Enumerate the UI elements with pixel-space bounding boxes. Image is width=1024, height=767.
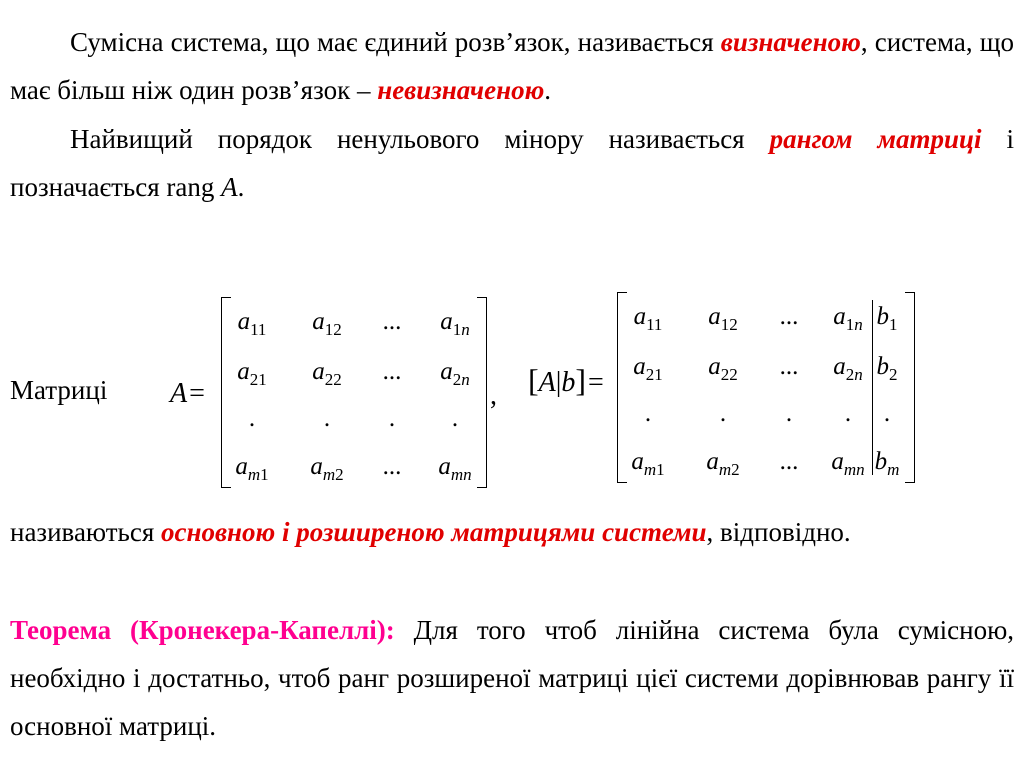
matrix-cell: $a_{m2}$ bbox=[310, 453, 344, 484]
matrix-cell: ... bbox=[779, 303, 799, 330]
matrix-cell: . bbox=[719, 400, 727, 427]
matrix-cell: $a_{21}$ bbox=[633, 353, 663, 384]
matrix-cell: . bbox=[785, 400, 793, 427]
matrix-cell: ... bbox=[779, 448, 799, 475]
matrix-cell: $a_{mn}$ bbox=[438, 453, 472, 484]
matrix-cell: $a_{m2}$ bbox=[706, 448, 740, 479]
theorem-text: Для того чтоб лінійна система була сумісною, необхідно і достатньо, чтоб ранг розширеної матриці цієї системи дорівнював рангу її основної матриці. bbox=[10, 615, 1014, 741]
matrix-cell: . bbox=[451, 405, 459, 432]
matrix-cell: $a_{22}$ bbox=[708, 353, 738, 384]
matrix-cell: . bbox=[388, 405, 396, 432]
matrix-cell: $a_{21}$ bbox=[237, 358, 267, 389]
paragraph-matrix-names: називаються основною і розширеною матрицями системи, відповідно. bbox=[10, 517, 851, 547]
matrix-cell: $a_{11}$ bbox=[633, 303, 663, 334]
matrix-cell: ... bbox=[382, 358, 402, 385]
matrix-cell: $a_{11}$ bbox=[237, 308, 267, 339]
matrix-cell: $a_{m1}$ bbox=[235, 453, 269, 484]
matrix-cell: $a_{12}$ bbox=[708, 303, 738, 334]
matrix-cell: $b_m$ bbox=[874, 448, 900, 479]
matrix-cell: $a_{1n}$ bbox=[833, 303, 863, 334]
matrix-cell: $a_{12}$ bbox=[312, 308, 342, 339]
matrix-cell: . bbox=[644, 400, 652, 427]
matrix-cell: $b_2$ bbox=[876, 353, 898, 384]
matrix-cell: $a_{m1}$ bbox=[631, 448, 665, 479]
matrix-cell: . bbox=[323, 405, 331, 432]
matrix-cell: . bbox=[883, 400, 891, 427]
matrix-cell: . bbox=[248, 405, 256, 432]
matrix-cell: ... bbox=[779, 353, 799, 380]
matrices-label: Матриці bbox=[10, 375, 108, 405]
theorem-title: Теорема (Кронекера-Капеллі): bbox=[10, 615, 395, 645]
paragraph-definition-rank: Найвищий порядок ненульового мінору називається рангом матриці і позначається rang A. bbox=[10, 124, 1014, 202]
matrix-separator-comma: , bbox=[490, 380, 497, 411]
matrix-cell: $a_{mn}$ bbox=[831, 448, 865, 479]
matrix-cell: $a_{2n}$ bbox=[440, 358, 470, 389]
matrix-cell: $a_{2n}$ bbox=[833, 353, 863, 384]
term-undetermined: невизначеною bbox=[377, 75, 545, 105]
matrix-cell: . bbox=[844, 400, 852, 427]
term-rank: рангом матриці bbox=[769, 124, 982, 154]
paragraph-definition-determined: Сумісна система, що має єдиний розв’язок, називається визначеною, система, що має більш ніж один розв’язок – невизначеною. bbox=[10, 27, 1014, 105]
matrix-cell: $a_{22}$ bbox=[312, 358, 342, 389]
matrix-augmented-label: [A|b]= bbox=[528, 362, 604, 398]
matrix-cell: ... bbox=[382, 453, 402, 480]
paragraph-theorem bbox=[10, 606, 1014, 750]
matrix-cell: $a_{1n}$ bbox=[440, 308, 470, 339]
matrix-cell: $b_1$ bbox=[876, 303, 898, 334]
term-main-and-augmented-matrices: основною і розширеною матрицями системи bbox=[161, 517, 707, 547]
term-determined: визначеною bbox=[720, 27, 861, 57]
matrix-cell: ... bbox=[382, 308, 402, 335]
matrix-a-label: A= bbox=[170, 378, 205, 409]
